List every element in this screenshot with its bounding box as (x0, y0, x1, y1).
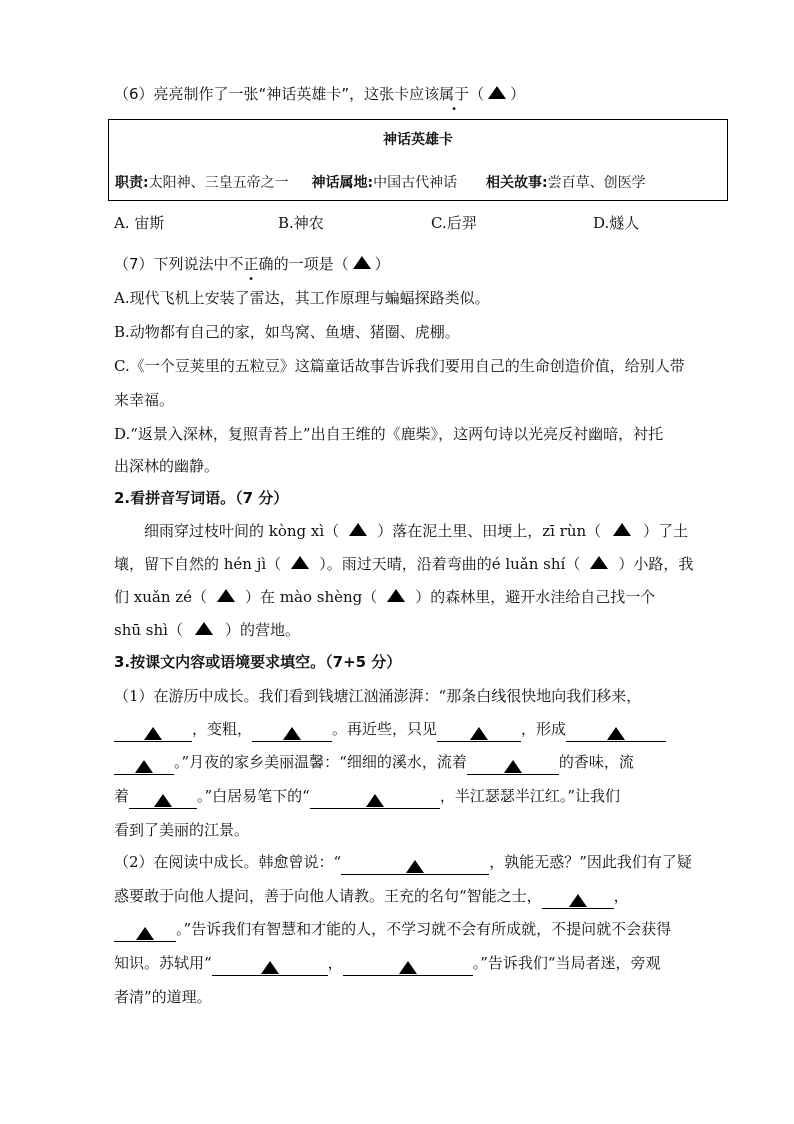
s2-line4 (114, 620, 300, 640)
s3-p1-l2a: ，变粗， (192, 720, 253, 738)
q7-dotted-text: 不正确 (228, 255, 274, 273)
card-origin-value: 中国古代神话 (373, 175, 458, 191)
s3-p1-line3 (114, 752, 634, 775)
answer-triangle-icon (569, 894, 587, 907)
s3-p1-l3a: 。”月夜的家乡美丽温馨：“细细的溪水，流着 (174, 753, 467, 771)
q7-stem-before: （7）下列说法中 (114, 255, 229, 273)
s2-l2a: 壤，留下自然的 hén jì（ (114, 555, 282, 573)
s2-l2b: ）。雨过天晴，沿着弯曲的é luǎn shí（ (319, 555, 581, 573)
s3-p2-l4c: 。”告诉我们“当局者迷，旁观 (472, 954, 661, 972)
q7-dotted-word (229, 255, 274, 273)
answer-triangle-icon (261, 961, 279, 974)
s3-p1-l4a: 着 (114, 787, 130, 805)
s2-line3 (114, 587, 655, 607)
q6-dotted-word: 属于 (439, 85, 470, 103)
hero-card-row (115, 172, 646, 192)
s2-l1c: ）了土 (643, 522, 689, 540)
q7-option-a[interactable]: A.现代飞机上安装了雷达，其工作原理与蝙蝠探路类似。 (114, 289, 490, 307)
s3-p2-l1a: （2）在阅读中成长。韩愈曾说：“ (114, 853, 342, 871)
fill-blank[interactable] (114, 923, 176, 942)
q7-option-c[interactable]: C.《一个豆荚里的五粒豆》这篇童话故事告诉我们要用自己的生命创造价值，给别人带 (114, 357, 685, 375)
s3-p2-l4a: 知识。苏轼用“ (114, 954, 212, 972)
answer-triangle-icon (406, 860, 424, 873)
fill-blank[interactable] (252, 723, 332, 742)
card-origin-label: 神话属地: (311, 175, 374, 191)
s3-p2-l1b: ，孰能无惑？”因此我们有了疑 (489, 853, 692, 871)
s3-p1-l2b: 。再近些，只见 (332, 720, 438, 738)
fill-blank[interactable] (341, 856, 489, 875)
s3-p2-line3 (114, 919, 671, 942)
fill-blank[interactable] (129, 790, 197, 809)
answer-triangle-icon (504, 760, 522, 773)
q7-option-c-cont: 来幸福。 (114, 391, 175, 409)
answer-triangle-icon (144, 727, 162, 740)
fill-blank[interactable] (310, 790, 440, 809)
answer-triangle-icon (470, 727, 488, 740)
q7-stem-after: 的一项是（ (273, 255, 349, 273)
s3-p2-l2b: ， (613, 887, 629, 905)
answer-triangle-icon (399, 961, 417, 974)
s2-line2 (114, 554, 693, 574)
q6-stem (114, 84, 525, 104)
s2-l1a: 细雨穿过枝叶间的 kòng xì（ (144, 522, 340, 540)
fill-blank[interactable] (566, 723, 666, 742)
s3-p1-l4c: ，半江瑟瑟半江红。”让我们 (439, 787, 621, 805)
answer-triangle-icon[interactable] (613, 523, 631, 536)
s3-p1-l2c: ，形成 (521, 720, 567, 738)
card-duty-value: 太阳神、三皇五帝之一 (148, 175, 289, 191)
s3-p1-line1: （1）在游历中成长。我们看到钱塘江汹涌澎湃：“那条白线很快地向我们移来， (114, 687, 642, 705)
q7-option-d[interactable]: D.“返景入深林，复照青苔上”出自王维的《鹿柴》，这两句诗以光亮反衬幽暗，衬托 (114, 425, 664, 443)
s3-p1-line4 (114, 786, 620, 809)
section3-title: 3.按课文内容或语境要求填空。（7+5 分） (114, 653, 402, 671)
answer-triangle-icon[interactable] (217, 589, 235, 602)
s3-p2-line5: 者清”的道理。 (114, 988, 212, 1006)
s3-p1-l3b: 的香味，流 (558, 753, 634, 771)
hero-card (108, 119, 728, 201)
s3-p1-line5: 看到了美丽的江景。 (114, 821, 250, 839)
section2-title: 2.看拼音写词语。（7 分） (114, 489, 289, 507)
q6-stem-text: （6）亮亮制作了一张“神话英雄卡”，这张卡应该 (114, 85, 440, 103)
answer-triangle-icon (283, 727, 301, 740)
fill-blank[interactable] (212, 957, 328, 976)
fill-blank[interactable] (437, 723, 521, 742)
answer-triangle-icon[interactable] (195, 622, 213, 635)
answer-triangle-icon[interactable] (353, 256, 371, 269)
q7-paren-close: ） (374, 255, 390, 273)
answer-triangle-icon[interactable] (387, 589, 405, 602)
s2-l4b: ）的营地。 (224, 621, 300, 639)
answer-triangle-icon (135, 760, 153, 773)
s3-p2-l3a: 。”告诉我们有智慧和才能的人，不学习就不会有所成就，不提问就不会获得 (176, 920, 672, 938)
s3-p2-line2 (114, 886, 629, 909)
s3-p2-l2a: 惑要敢于向他人提问，善于向他人请教。王充的名句“智能之士， (114, 887, 542, 905)
hero-card-title: 神话英雄卡 (383, 132, 453, 148)
q6-option-c[interactable]: C.后羿 (431, 214, 477, 232)
s2-l3c: ）的森林里，避开水洼给自己找一个 (415, 588, 656, 606)
card-story-value: 尝百草、创医学 (547, 175, 646, 191)
answer-triangle-icon[interactable] (349, 523, 367, 536)
card-duty-label: 职责: (115, 175, 149, 191)
fill-blank[interactable] (343, 957, 473, 976)
answer-triangle-icon (366, 794, 384, 807)
fill-blank[interactable] (114, 756, 174, 775)
s2-line1 (144, 521, 688, 541)
s2-l1b: ）落在泥土里、田埂上，zī rùn（ (377, 522, 602, 540)
s3-p2-line1 (114, 852, 692, 875)
answer-triangle-icon[interactable] (291, 556, 309, 569)
fill-blank[interactable] (542, 890, 614, 909)
q7-option-d-cont: 出深林的幽静。 (114, 457, 220, 475)
q6-paren-close: ） (510, 85, 526, 103)
q7-stem (114, 254, 390, 274)
answer-triangle-icon[interactable] (590, 556, 608, 569)
card-story-label: 相关故事: (486, 175, 548, 191)
answer-triangle-icon (607, 727, 625, 740)
s2-l3a: 们 xuǎn zé（ (114, 588, 208, 606)
s2-l2c: ）小路，我 (618, 555, 694, 573)
answer-triangle-icon (154, 794, 172, 807)
fill-blank[interactable] (467, 756, 559, 775)
q6-option-d[interactable]: D.燧人 (593, 214, 640, 232)
s3-p2-l4b: ， (327, 954, 343, 972)
s2-l4a: shū shì（ (114, 621, 183, 639)
q6-option-b[interactable]: B.神农 (278, 214, 324, 232)
answer-triangle-icon[interactable] (488, 86, 506, 99)
q6-paren-open: （ (469, 85, 485, 103)
fill-blank[interactable] (114, 723, 192, 742)
q7-option-b[interactable]: B.动物都有自己的家，如鸟窝、鱼塘、猪圈、虎棚。 (114, 323, 460, 341)
s2-l3b: ）在 mào shèng（ (245, 588, 378, 606)
s3-p2-line4 (114, 953, 661, 976)
s3-p1-line2 (114, 719, 666, 742)
s3-p1-l4b: 。”白居易笔下的“ (197, 787, 310, 805)
q6-option-a[interactable]: A. 宙斯 (114, 214, 165, 232)
answer-triangle-icon (136, 927, 154, 940)
